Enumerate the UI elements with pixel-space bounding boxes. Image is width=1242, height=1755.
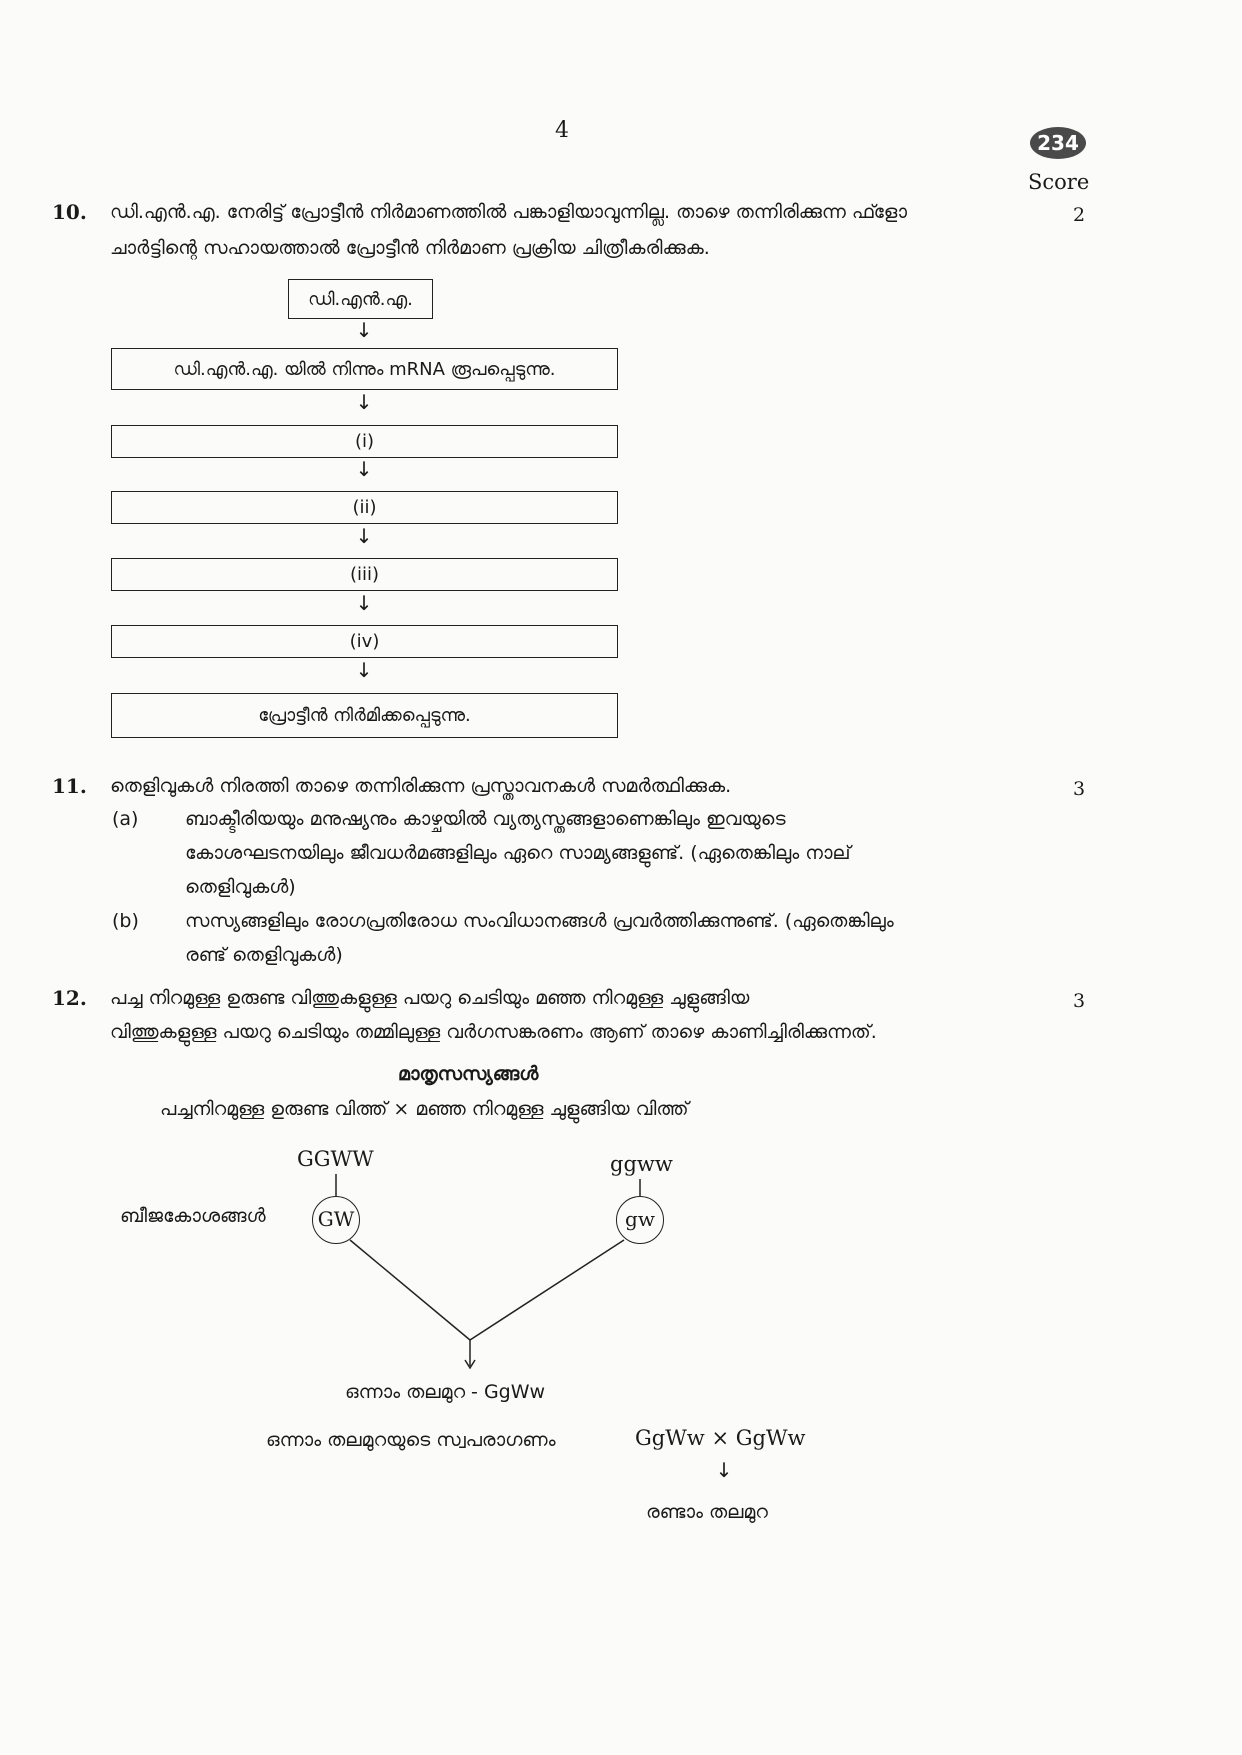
page-number: 4 xyxy=(555,118,569,143)
gametes-label: ബീജകോശങ്ങൾ xyxy=(120,1205,266,1227)
f1-selfing-label: ഒന്നാം തലമുറയുടെ സ്വപരാഗണം xyxy=(266,1429,556,1451)
flow-box-protein: പ്രോട്ടീൻ നിർമിക്കപ്പെടുന്നു. xyxy=(111,693,618,738)
parent1-genotype: GGWW xyxy=(297,1147,374,1171)
flow-box-blank-iv: (iv) xyxy=(111,625,618,658)
flow-arrow: ↓ xyxy=(355,524,373,548)
question-11b-label: (b) xyxy=(112,910,139,932)
question-11-number: 11. xyxy=(52,774,87,798)
gamete-circle-2: gw xyxy=(616,1196,664,1244)
question-12-number: 12. xyxy=(52,986,87,1010)
parents-heading: മാതൃസസ്യങ്ങൾ xyxy=(398,1063,539,1085)
flow-arrow: ↓ xyxy=(355,658,373,682)
question-code-badge: 234 xyxy=(1030,127,1086,159)
question-11-score: 3 xyxy=(1073,778,1086,800)
question-11a-label: (a) xyxy=(112,808,139,830)
flow-arrow: ↓ xyxy=(355,591,373,615)
question-11a-line2: കോശഘടനയിലും ജീവധർമങ്ങളിലും ഏറെ സാമ്യങ്ങളുണ്ട്. (ഏതെങ്കിലും നാല് xyxy=(185,842,851,864)
gamete2-fusion-line xyxy=(470,1240,624,1340)
f1-selfing-cross: GgWw × GgWw xyxy=(635,1426,806,1450)
question-12-text-line1: പച്ച നിറമുള്ള ഉരുണ്ട വിത്തുകളുള്ള പയറു ചെടിയും മഞ്ഞ നിറമുള്ള ചുളുങ്ങിയ xyxy=(110,987,750,1009)
question-11a-line1: ബാക്ടീരിയയും മനുഷ്യനും കാഴ്ചയിൽ വ്യത്യസ്തങ്ങളാണെങ്കിലും ഇവയുടെ xyxy=(185,808,786,830)
f2-arrow: ↓ xyxy=(715,1458,733,1482)
gamete-circle-1: GW xyxy=(312,1196,360,1244)
flow-arrow: ↓ xyxy=(355,390,373,414)
question-12-score: 3 xyxy=(1073,990,1086,1012)
question-10-number: 10. xyxy=(52,200,87,224)
flow-box-blank-iii: (iii) xyxy=(111,558,618,591)
flow-arrow: ↓ xyxy=(355,318,373,342)
flow-box-blank-i: (i) xyxy=(111,425,618,458)
f2-generation-label: രണ്ടാം തലമുറ xyxy=(646,1501,768,1523)
parents-description: പച്ചനിറമുള്ള ഉരുണ്ട വിത്ത് × മഞ്ഞ നിറമുള്ള ചുളുങ്ങിയ വിത്ത് xyxy=(160,1098,689,1120)
f1-generation-label: ഒന്നാം തലമുറ - GgWw xyxy=(345,1381,546,1403)
question-11a-line3: തെളിവുകൾ) xyxy=(185,876,296,898)
flow-box-mrna: ഡി.എൻ.എ. യിൽ നിന്നും mRNA രൂപപ്പെടുന്നു. xyxy=(111,348,618,390)
flow-box-blank-ii: (ii) xyxy=(111,491,618,524)
gamete1-fusion-line xyxy=(350,1240,470,1340)
question-11b-line2: രണ്ട് തെളിവുകൾ) xyxy=(185,944,343,966)
flow-arrow: ↓ xyxy=(355,457,373,481)
question-10-text-line1: ഡി.എൻ.എ. നേരിട്ട് പ്രോട്ടീൻ നിർമാണത്തിൽ പങ്കാളിയാവുന്നില്ല. താഴെ തന്നിരിക്കുന്ന ഫ്ളോ xyxy=(110,201,907,223)
question-11-text: തെളിവുകൾ നിരത്തി താഴെ തന്നിരിക്കുന്ന പ്രസ്താവനകൾ സമർത്ഥിക്കുക. xyxy=(110,775,732,797)
question-12-text-line2: വിത്തുകളുള്ള പയറു ചെടിയും തമ്മിലുള്ള വർഗസങ്കരണം ആണ് താഴെ കാണിച്ചിരിക്കുന്നത്. xyxy=(110,1021,877,1043)
question-11b-line1: സസ്യങ്ങളിലും രോഗപ്രതിരോധ സംവിധാനങ്ങൾ പ്രവർത്തിക്കുന്നുണ്ട്. (ഏതെങ്കിലും xyxy=(185,910,894,932)
flow-box-dna: ഡി.എൻ.എ. xyxy=(288,279,433,319)
score-column-heading: Score xyxy=(1028,170,1090,194)
question-10-text-line2: ചാർട്ടിന്റെ സഹായത്താൽ പ്രോട്ടീൻ നിർമാണ പ്രക്രിയ ചിത്രീകരിക്കുക. xyxy=(110,237,710,259)
question-10-score: 2 xyxy=(1073,204,1086,226)
parent2-genotype: ggww xyxy=(610,1152,673,1176)
